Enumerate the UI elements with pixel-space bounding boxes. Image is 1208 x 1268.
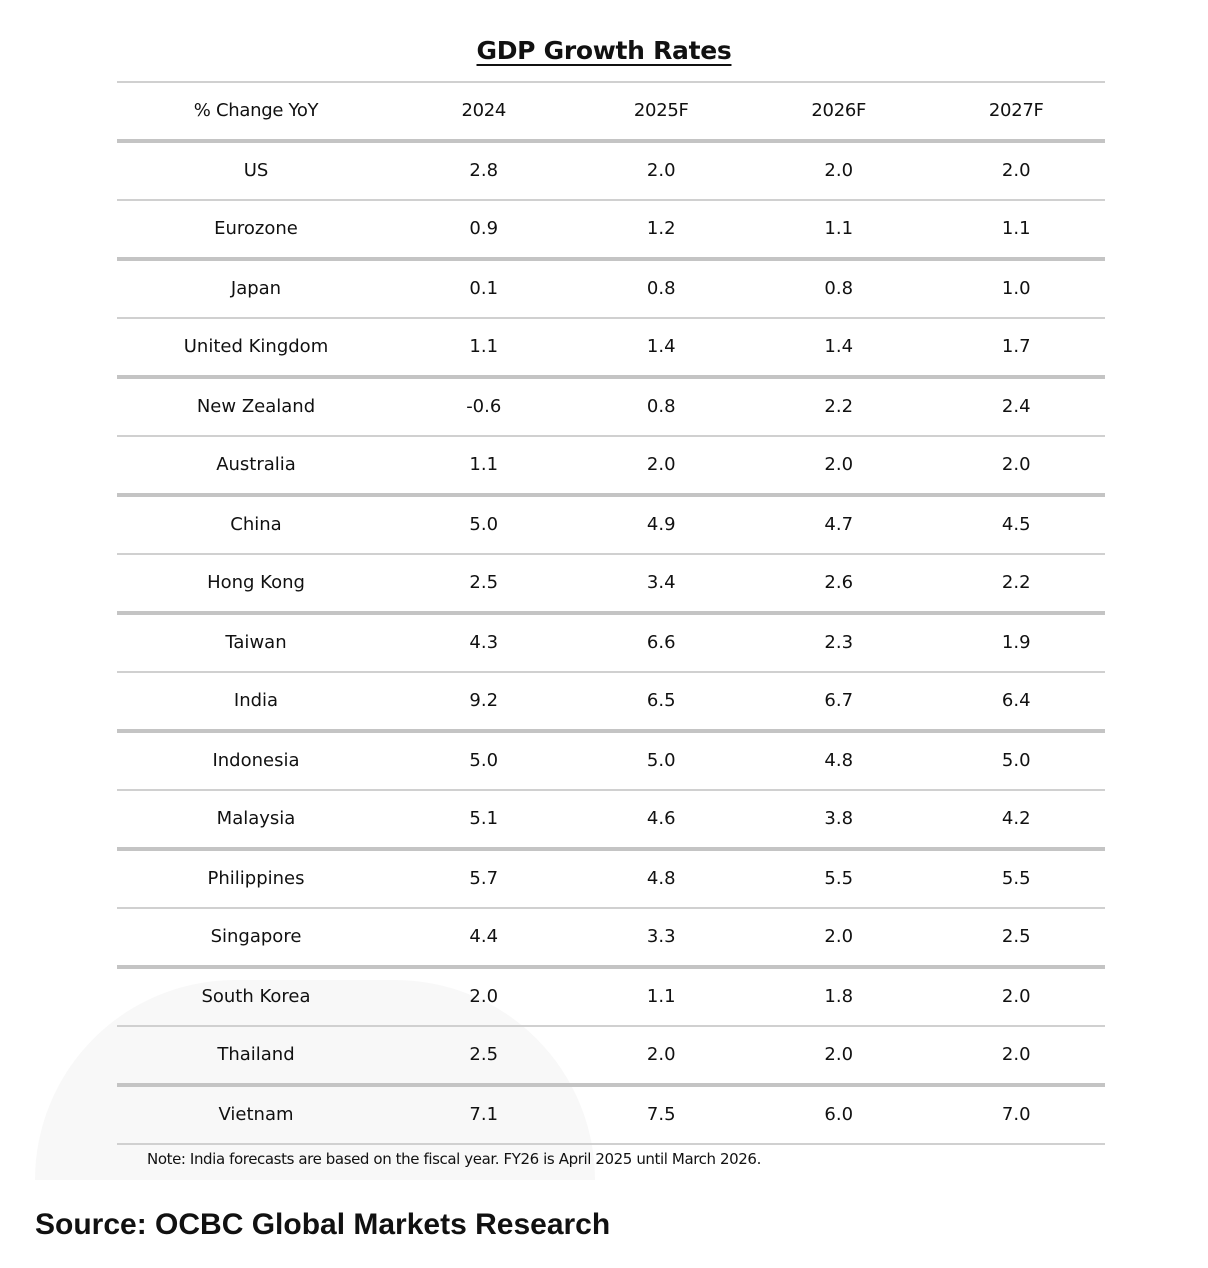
value-cell: 5.0 bbox=[928, 731, 1106, 790]
value-cell: 1.2 bbox=[573, 200, 751, 259]
value-cell: 6.7 bbox=[750, 672, 928, 731]
value-cell: 5.0 bbox=[573, 731, 751, 790]
value-cell: 4.2 bbox=[928, 790, 1106, 849]
value-cell: 2.0 bbox=[573, 436, 751, 495]
value-cell: 7.1 bbox=[395, 1085, 573, 1144]
value-cell: 2.4 bbox=[928, 377, 1106, 436]
content-flow bbox=[0, 81, 1208, 1263]
value-cell: 0.8 bbox=[573, 377, 751, 436]
table-row bbox=[117, 554, 1105, 613]
country-cell: Taiwan bbox=[117, 613, 395, 672]
value-cell: 1.8 bbox=[750, 967, 928, 1026]
value-cell: 5.0 bbox=[395, 495, 573, 554]
value-cell: 1.1 bbox=[928, 200, 1106, 259]
value-cell: 5.7 bbox=[395, 849, 573, 908]
country-cell: Indonesia bbox=[117, 731, 395, 790]
value-cell: 2.0 bbox=[750, 436, 928, 495]
value-cell: 0.9 bbox=[395, 200, 573, 259]
value-cell: 2.0 bbox=[750, 908, 928, 967]
value-cell: 2.0 bbox=[750, 1026, 928, 1085]
country-cell: Eurozone bbox=[117, 200, 395, 259]
value-cell: 4.6 bbox=[573, 790, 751, 849]
country-cell: Singapore bbox=[117, 908, 395, 967]
value-cell: 2.0 bbox=[928, 436, 1106, 495]
country-cell: Australia bbox=[117, 436, 395, 495]
country-cell: Malaysia bbox=[117, 790, 395, 849]
value-cell: 1.0 bbox=[928, 259, 1106, 318]
value-cell: 1.1 bbox=[573, 967, 751, 1026]
value-cell: 2.0 bbox=[928, 141, 1106, 200]
table-row bbox=[117, 377, 1105, 436]
value-cell: 6.5 bbox=[573, 672, 751, 731]
table-row bbox=[117, 908, 1105, 967]
value-cell: 6.0 bbox=[750, 1085, 928, 1144]
table-row bbox=[117, 495, 1105, 554]
table-row bbox=[117, 318, 1105, 377]
country-cell: South Korea bbox=[117, 967, 395, 1026]
value-cell: 4.3 bbox=[395, 613, 573, 672]
value-cell: 0.8 bbox=[750, 259, 928, 318]
value-cell: 5.5 bbox=[750, 849, 928, 908]
table-row bbox=[117, 731, 1105, 790]
value-cell: 4.5 bbox=[928, 495, 1106, 554]
country-cell: US bbox=[117, 141, 395, 200]
value-cell: 2.0 bbox=[750, 141, 928, 200]
table-row bbox=[117, 1026, 1105, 1085]
table-row bbox=[117, 141, 1105, 200]
country-cell: China bbox=[117, 495, 395, 554]
table-body bbox=[117, 141, 1105, 1144]
gdp-table bbox=[117, 81, 1105, 1145]
value-cell: 5.1 bbox=[395, 790, 573, 849]
value-cell: 1.1 bbox=[395, 436, 573, 495]
value-cell: 1.9 bbox=[928, 613, 1106, 672]
value-cell: 1.1 bbox=[750, 200, 928, 259]
value-cell: 4.7 bbox=[750, 495, 928, 554]
value-cell: 2.5 bbox=[928, 908, 1106, 967]
value-cell: 2.2 bbox=[928, 554, 1106, 613]
value-cell: 6.6 bbox=[573, 613, 751, 672]
value-cell: 4.8 bbox=[573, 849, 751, 908]
header-row bbox=[117, 82, 1105, 141]
table-row bbox=[117, 967, 1105, 1026]
value-cell: 7.0 bbox=[928, 1085, 1106, 1144]
value-cell: 2.0 bbox=[573, 141, 751, 200]
country-cell: Japan bbox=[117, 259, 395, 318]
table-row bbox=[117, 436, 1105, 495]
header-cell: 2026F bbox=[750, 82, 928, 141]
value-cell: 2.6 bbox=[750, 554, 928, 613]
value-cell: 1.4 bbox=[750, 318, 928, 377]
table-row bbox=[117, 672, 1105, 731]
table-title: GDP Growth Rates bbox=[476, 36, 732, 65]
value-cell: 2.5 bbox=[395, 554, 573, 613]
table-row bbox=[117, 849, 1105, 908]
country-cell: Hong Kong bbox=[117, 554, 395, 613]
value-cell: 3.8 bbox=[750, 790, 928, 849]
value-cell: 3.4 bbox=[573, 554, 751, 613]
value-cell: 2.5 bbox=[395, 1026, 573, 1085]
value-cell: 9.2 bbox=[395, 672, 573, 731]
value-cell: 4.8 bbox=[750, 731, 928, 790]
value-cell: 7.5 bbox=[573, 1085, 751, 1144]
value-cell: -0.6 bbox=[395, 377, 573, 436]
table-note: Note: India forecasts are based on the fiscal year. FY26 is April 2025 until March 2026. bbox=[147, 1150, 761, 1168]
table-row bbox=[117, 1085, 1105, 1144]
value-cell: 0.1 bbox=[395, 259, 573, 318]
value-cell: 2.8 bbox=[395, 141, 573, 200]
table-row bbox=[117, 790, 1105, 849]
country-cell: Thailand bbox=[117, 1026, 395, 1085]
value-cell: 2.0 bbox=[928, 1026, 1106, 1085]
value-cell: 0.8 bbox=[573, 259, 751, 318]
table-row bbox=[117, 259, 1105, 318]
value-cell: 3.3 bbox=[573, 908, 751, 967]
value-cell: 5.5 bbox=[928, 849, 1106, 908]
table-row bbox=[117, 613, 1105, 672]
value-cell: 6.4 bbox=[928, 672, 1106, 731]
value-cell: 1.1 bbox=[395, 318, 573, 377]
header-cell: 2025F bbox=[573, 82, 751, 141]
header-cell: % Change YoY bbox=[117, 82, 395, 141]
value-cell: 1.7 bbox=[928, 318, 1106, 377]
value-cell: 5.0 bbox=[395, 731, 573, 790]
value-cell: 4.9 bbox=[573, 495, 751, 554]
value-cell: 2.0 bbox=[395, 967, 573, 1026]
value-cell: 2.0 bbox=[573, 1026, 751, 1085]
value-cell: 2.3 bbox=[750, 613, 928, 672]
value-cell: 1.4 bbox=[573, 318, 751, 377]
country-cell: India bbox=[117, 672, 395, 731]
country-cell: Philippines bbox=[117, 849, 395, 908]
value-cell: 2.0 bbox=[928, 967, 1106, 1026]
source-text: Source: OCBC Global Markets Research bbox=[35, 1208, 611, 1241]
value-cell: 2.2 bbox=[750, 377, 928, 436]
value-cell: 4.4 bbox=[395, 908, 573, 967]
country-cell: United Kingdom bbox=[117, 318, 395, 377]
country-cell: New Zealand bbox=[117, 377, 395, 436]
country-cell: Vietnam bbox=[117, 1085, 395, 1144]
table-row bbox=[117, 200, 1105, 259]
header-cell: 2024 bbox=[395, 82, 573, 141]
header-cell: 2027F bbox=[928, 82, 1106, 141]
